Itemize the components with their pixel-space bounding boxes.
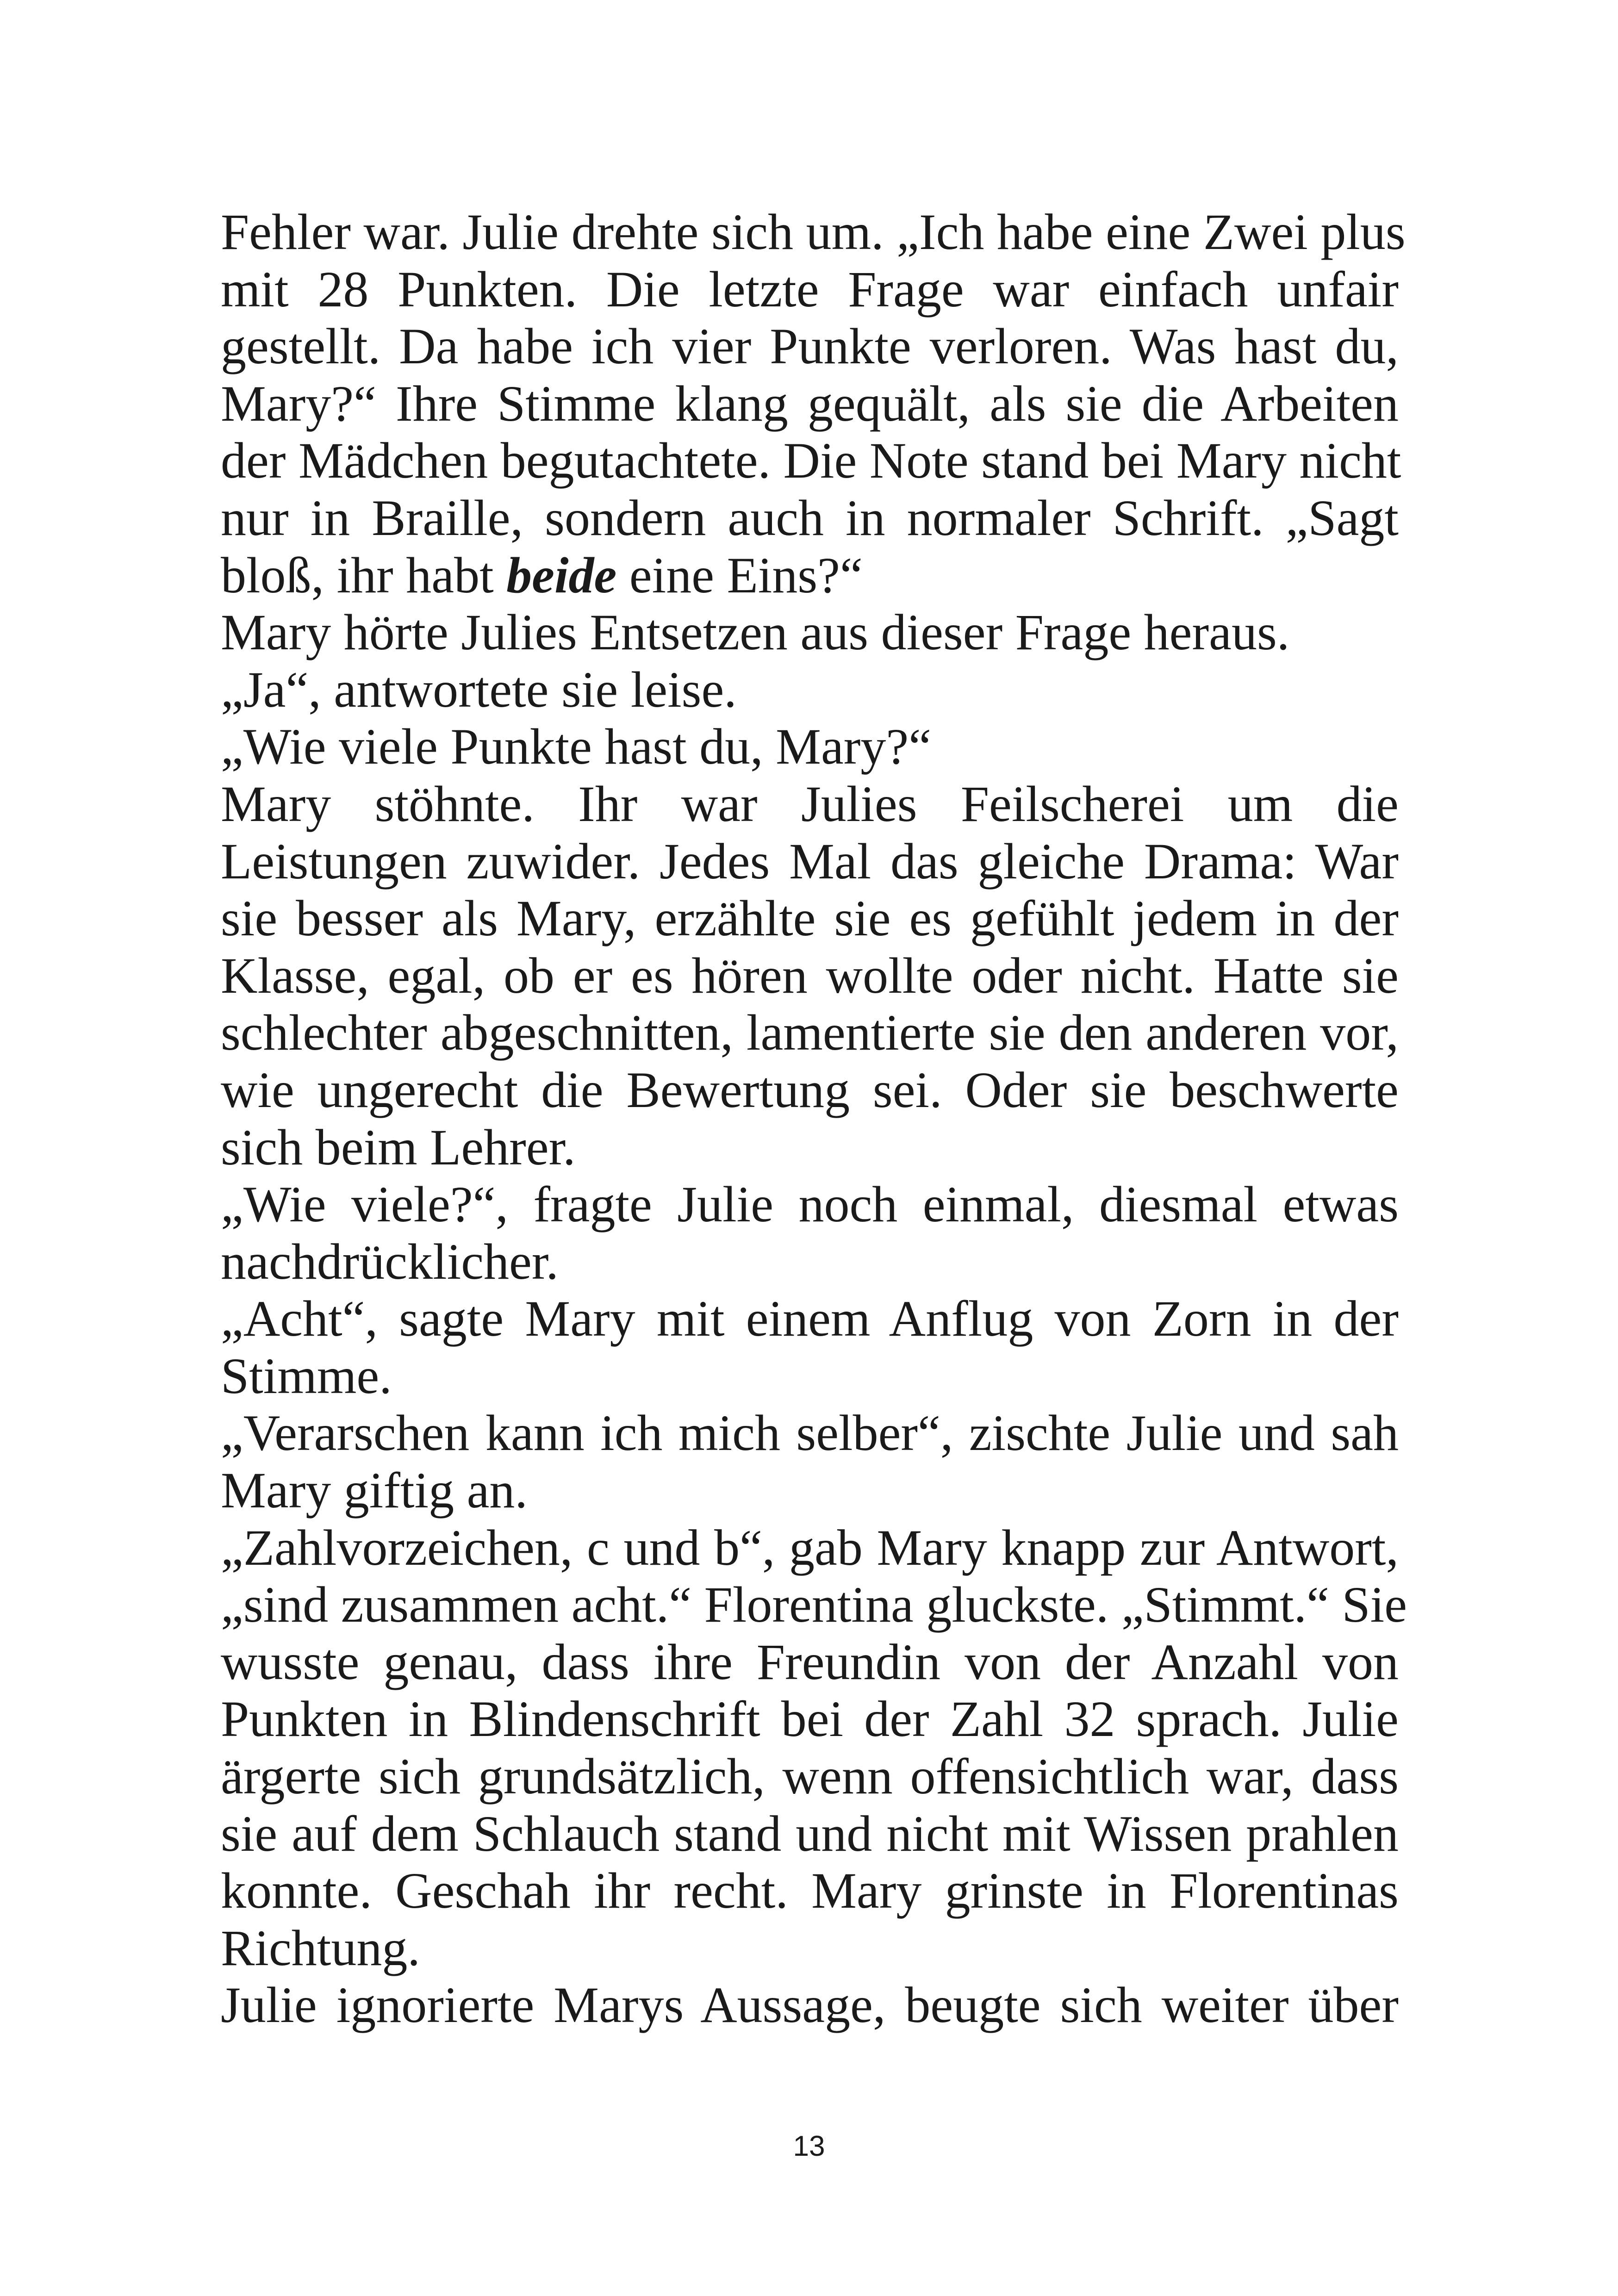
text-line: Julie ignorierte Marys Aussage, beugte sich weiter über	[221, 1977, 1399, 2034]
text-line: Mary?“ Ihre Stimme klang gequält, als sie die Arbeiten	[221, 375, 1399, 432]
text-line: nur in Braille, sondern auch in normaler Schrift. „Sagt	[221, 489, 1399, 546]
text-line: sich beim Lehrer.	[221, 1119, 576, 1176]
body-text	[221, 204, 1407, 2034]
text-line: „Acht“, sagte Mary mit einem Anflug von Zorn in der	[221, 1290, 1399, 1347]
text-segment: eine Eins?“	[616, 547, 863, 604]
emphasized-word: beide	[506, 547, 617, 604]
text-line	[221, 547, 1399, 604]
text-line: sie auf dem Schlauch stand und nicht mit Wissen prahlen	[221, 1805, 1399, 1862]
text-line: „Ja“, antwortete sie leise.	[221, 661, 737, 718]
text-line: wusste genau, dass ihre Freundin von der Anzahl von	[221, 1633, 1399, 1690]
text-line: konnte. Geschah ihr recht. Mary grinste in Florentinas	[221, 1862, 1399, 1919]
text-line: Punkten in Blindenschrift bei der Zahl 32 sprach. Julie	[221, 1691, 1399, 1748]
text-line: Mary hörte Julies Entsetzen aus dieser Frage heraus.	[221, 604, 1290, 661]
text-line: „Verarschen kann ich mich selber“, zischte Julie und sah	[221, 1405, 1399, 1462]
text-line: „sind zusammen acht.“ Florentina gluckste. „Stimmt.“ Sie	[221, 1576, 1407, 1633]
text-line: wie ungerecht die Bewertung sei. Oder sie beschwerte	[221, 1061, 1399, 1118]
text-line: ärgerte sich grundsätzlich, wenn offensichtlich war, dass	[221, 1748, 1399, 1805]
text-line: mit 28 Punkten. Die letzte Frage war einfach unfair	[221, 261, 1399, 317]
text-line: Klasse, egal, ob er es hören wollte oder nicht. Hatte sie	[221, 947, 1399, 1004]
text-segment: bloß, ihr habt	[221, 547, 507, 604]
text-line: nachdrücklicher.	[221, 1233, 559, 1290]
text-line: Stimme.	[221, 1347, 392, 1404]
text-line: „Wie viele?“, fragte Julie noch einmal, diesmal etwas	[221, 1176, 1399, 1233]
text-line: schlechter abgeschnitten, lamentierte sie den anderen vor,	[221, 1004, 1399, 1061]
text-line: Mary giftig an.	[221, 1462, 528, 1519]
text-line: gestellt. Da habe ich vier Punkte verloren. Was hast du,	[221, 318, 1399, 375]
text-line: „Wie viele Punkte hast du, Mary?“	[221, 718, 932, 775]
text-line: Richtung.	[221, 1919, 420, 1976]
text-line: Mary stöhnte. Ihr war Julies Feilscherei um die	[221, 775, 1399, 832]
text-line: „Zahlvorzeichen, c und b“, gab Mary knapp zur Antwort,	[221, 1519, 1399, 1576]
page-number: 13	[793, 2130, 825, 2162]
text-line: sie besser als Mary, erzählte sie es gefühlt jedem in der	[221, 890, 1399, 947]
text-line: Fehler war. Julie drehte sich um. „Ich habe eine Zwei plus	[221, 204, 1406, 260]
text-line: der Mädchen begutachtete. Die Note stand bei Mary nicht	[221, 432, 1401, 489]
text-line: Leistungen zuwider. Jedes Mal das gleiche Drama: War	[221, 833, 1399, 890]
